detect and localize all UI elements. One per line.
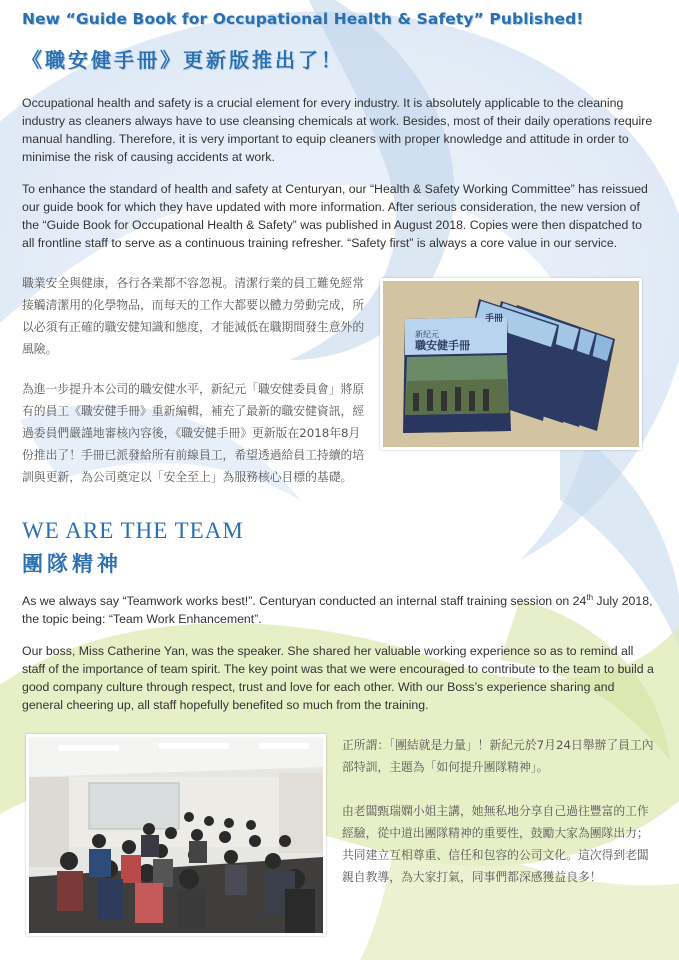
team-heading-chinese: 團隊精神 [22, 552, 122, 576]
booklet-spine-text: 手冊 [485, 314, 504, 324]
training-session-photo [26, 734, 326, 936]
headline-english: New “Guide Book for Occupational Health & Safety” Published! [22, 10, 584, 28]
team-chinese-paragraph-2: 由老闆甄瑞嫻小姐主講，她無私地分享自己過往豐富的工作經驗，從中道出團隊精神的重要性，鼓勵大家為團隊出力；共同建立互相尊重、信任和包容的公司文化。這次得到老闆親自教導，為大家打氣，同事們都深感獲益良多！ [342, 804, 649, 884]
guide-chinese-paragraph-2: 為進一步提升本公司的職安健水平，新紀元「職安健委員會」將原有的員工《職安健手冊》重新編輯，補充了最新的職安健資訊，經過委員們嚴謹地審核內容後，《職安健手冊》更新版在2018年8月份推出了！手冊已派發給所有前線員工，希望透過給員工持續的培訓與更新，為公司奠定以「安全至上」為服務核心目標的基礎。 [22, 382, 365, 484]
guidebook-photo [380, 278, 642, 450]
team-paragraph-1 [22, 592, 654, 628]
guide-paragraph-2: To enhance the standard of health and safety at Centuryan, our “Health & Safety Working Committee” has reissued our guide book for which they have updated with more information. After serious consideration, the new version of the “Guide Book for Occupational Health & Safety” was published in August 2018. Copies were then dispatched to all frontline staff to serve as a continuous training refresher. “Safety first” is always a core value in our service. [22, 182, 648, 250]
team-paragraph-1-text-end: July 2018, the topic being: “Team Work Enhancement”. [22, 594, 653, 626]
headline-chinese: 《職安健手冊》更新版推出了！ [22, 48, 344, 72]
team-paragraph-1-text: As we always say “Teamwork works best!”. Centuryan conducted an internal staff training session on 24 [22, 594, 587, 608]
booklet-title-text: 職安健手冊 [415, 339, 470, 352]
date-suffix: th [586, 592, 594, 602]
guide-chinese-paragraph-1: 職業安全與健康，各行各業都不容忽視。清潔行業的員工難免經常接觸清潔用的化學物品，而每天的工作大都要以體力勞動完成，所以必須有正確的職安健知識和態度，才能減低在職期間發生意外的風險。 [22, 276, 365, 356]
team-chinese-paragraph-1: 正所謂：「團結就是力量」！新紀元於7月24日舉辦了員工內部特訓，主題為「如何提升團隊精神」。 [342, 738, 654, 774]
guide-paragraph-1: Occupational health and safety is a crucial element for every industry. It is absolutely applicable to the cleaning industry as cleaners always have to use cleansing chemicals at work. Besides, most of their daily operations require manual handling. Therefore, it is very important to equip cleaners with proper knowledge and attitude in order to minimise the risk of causing accidents at work. [22, 96, 653, 164]
team-heading-english: WE ARE THE TEAM [22, 518, 244, 543]
booklet-brand-text: 新紀元 [415, 330, 439, 339]
team-paragraph-2: Our boss, Miss Catherine Yan, was the speaker. She shared her valuable working experience so as to remind all staff of the importance of team spirit. The key point was that we were encouraged to contribute to the team to build a good company culture through respect, trust and love for each other. With our Boss’s experience sharing and general cheering up, all staff hopefully benefited so much from the training. [22, 644, 654, 712]
